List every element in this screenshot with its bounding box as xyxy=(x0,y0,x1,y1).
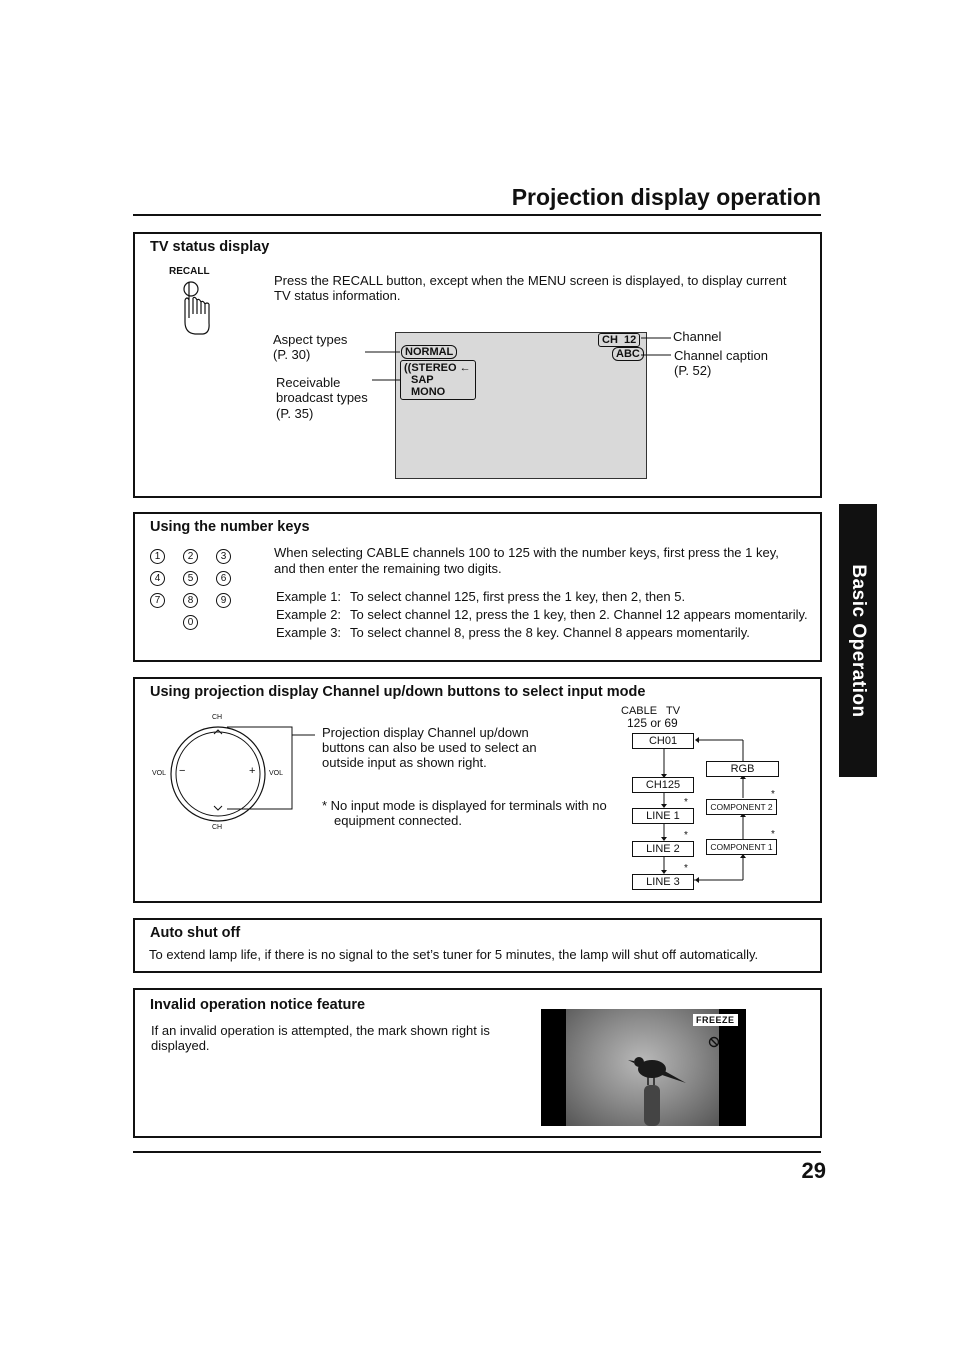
flow-line3: LINE 3 xyxy=(632,874,694,890)
input-mode-section xyxy=(133,677,822,903)
osd-mono: MONO xyxy=(411,386,446,398)
osd-channel: CH 12 xyxy=(598,333,640,347)
flow-star-line3: * xyxy=(684,863,688,874)
input-mode-heading: Using projection display Channel up/down buttons to select input mode xyxy=(150,684,646,700)
input-mode-description: Projection display Channel up/down buttons can also be used to select an outside input as shown right. xyxy=(322,725,537,770)
page-number: 29 xyxy=(801,1158,826,1183)
tv-status-section xyxy=(133,232,822,498)
flow-component2: COMPONENT 2 xyxy=(706,799,777,815)
number-keys-section xyxy=(133,512,822,662)
tv-status-leader-lines xyxy=(135,234,824,500)
number-keys-description: When selecting CABLE channels 100 to 125 with the number keys, first press the 1 key, and then enter the remaining two digits. xyxy=(274,545,779,576)
osd-sap: SAP xyxy=(411,374,434,386)
osd-normal: NORMAL xyxy=(401,345,457,359)
ch-down-label: CH xyxy=(212,824,223,831)
bird-image xyxy=(606,1039,696,1126)
flow-star-comp1: * xyxy=(771,829,775,840)
invalid-operation-icon xyxy=(708,1036,720,1048)
flow-star-comp2: * xyxy=(771,789,775,800)
example-1-label: Example 1: xyxy=(276,589,342,604)
auto-shutoff-text: To extend lamp life, if there is no signal to the set’s tuner for 5 minutes, the lamp will shut off automatically. xyxy=(149,947,759,962)
invalid-op-section xyxy=(133,988,822,1138)
tv-status-heading: TV status display xyxy=(150,239,270,255)
vol-minus-button[interactable]: − xyxy=(179,765,186,777)
channel-label: Channel xyxy=(673,329,722,344)
key-6[interactable]: 6 xyxy=(216,571,231,586)
key-7[interactable]: 7 xyxy=(150,593,165,608)
flow-star-line2: * xyxy=(684,830,688,841)
vol-plus-button[interactable]: + xyxy=(249,765,256,777)
aspect-types-ref: (P. 30) xyxy=(273,347,311,362)
example-3-label: Example 3: xyxy=(276,625,342,640)
invalid-op-screen xyxy=(541,1009,746,1126)
tv-status-description: Press the RECALL button, except when the MENU screen is displayed, to display current TV status information. xyxy=(274,273,787,303)
aspect-types-label: Aspect types xyxy=(273,332,348,347)
section-side-tab xyxy=(839,504,877,777)
flow-ch01: CH01 xyxy=(632,733,694,749)
key-5[interactable]: 5 xyxy=(183,571,198,586)
key-1[interactable]: 1 xyxy=(150,549,165,564)
osd-stereo: ((STEREO ← xyxy=(404,362,471,374)
flow-ch125: CH125 xyxy=(632,777,694,793)
invalid-op-text: If an invalid operation is attempted, the mark shown right is displayed. xyxy=(151,1023,490,1053)
freeze-label: FREEZE xyxy=(693,1014,738,1026)
key-9[interactable]: 9 xyxy=(216,593,231,608)
flow-rgb: RGB xyxy=(706,761,779,777)
osd-caption: ABC xyxy=(612,347,644,361)
flow-header-channels: 125 or 69 xyxy=(627,716,678,730)
invalid-op-heading: Invalid operation notice feature xyxy=(150,997,366,1013)
vol-left-label: VOL xyxy=(152,770,167,777)
key-4[interactable]: 4 xyxy=(150,571,165,586)
side-tab-label: Basic Operation xyxy=(848,563,869,718)
flow-star-line1: * xyxy=(684,797,688,808)
vol-right-label: VOL xyxy=(269,770,284,777)
example-2-label: Example 2: xyxy=(276,607,342,622)
flow-line2: LINE 2 xyxy=(632,841,694,857)
flow-line1: LINE 1 xyxy=(632,808,694,824)
flow-arrows xyxy=(135,679,824,905)
key-8[interactable]: 8 xyxy=(183,593,198,608)
recall-button-label: RECALL xyxy=(169,266,210,277)
key-3[interactable]: 3 xyxy=(216,549,231,564)
example-3-text: To select channel 8, press the 8 key. Channel 8 appears momentarily. xyxy=(350,625,750,640)
footer-rule xyxy=(133,1151,821,1153)
auto-shutoff-section xyxy=(133,918,822,973)
channel-caption-ref: (P. 52) xyxy=(674,363,712,378)
page-title: Projection display operation xyxy=(511,184,821,210)
bird-photo xyxy=(566,1009,719,1126)
flow-component1: COMPONENT 1 xyxy=(706,839,777,855)
channel-caption-label: Channel caption xyxy=(674,348,768,363)
title-rule xyxy=(133,214,821,216)
key-2[interactable]: 2 xyxy=(183,549,198,564)
number-keys-heading: Using the number keys xyxy=(150,519,310,535)
example-1-text: To select channel 125, first press the 1 key, then 2, then 5. xyxy=(350,589,686,604)
flow-header-cable-tv: CABLE TV xyxy=(621,705,681,717)
receivable-label-1: Receivable xyxy=(276,375,341,390)
key-0[interactable]: 0 xyxy=(183,615,198,630)
input-mode-note: * No input mode is displayed for terminals with no equipment connected. xyxy=(322,798,607,828)
auto-shutoff-heading: Auto shut off xyxy=(150,925,241,941)
receivable-label-2: broadcast types xyxy=(276,390,368,405)
receivable-ref: (P. 35) xyxy=(276,406,314,421)
example-2-text: To select channel 12, press the 1 key, then 2. Channel 12 appears momentarily. xyxy=(350,607,808,622)
ch-up-label: CH xyxy=(212,714,223,721)
